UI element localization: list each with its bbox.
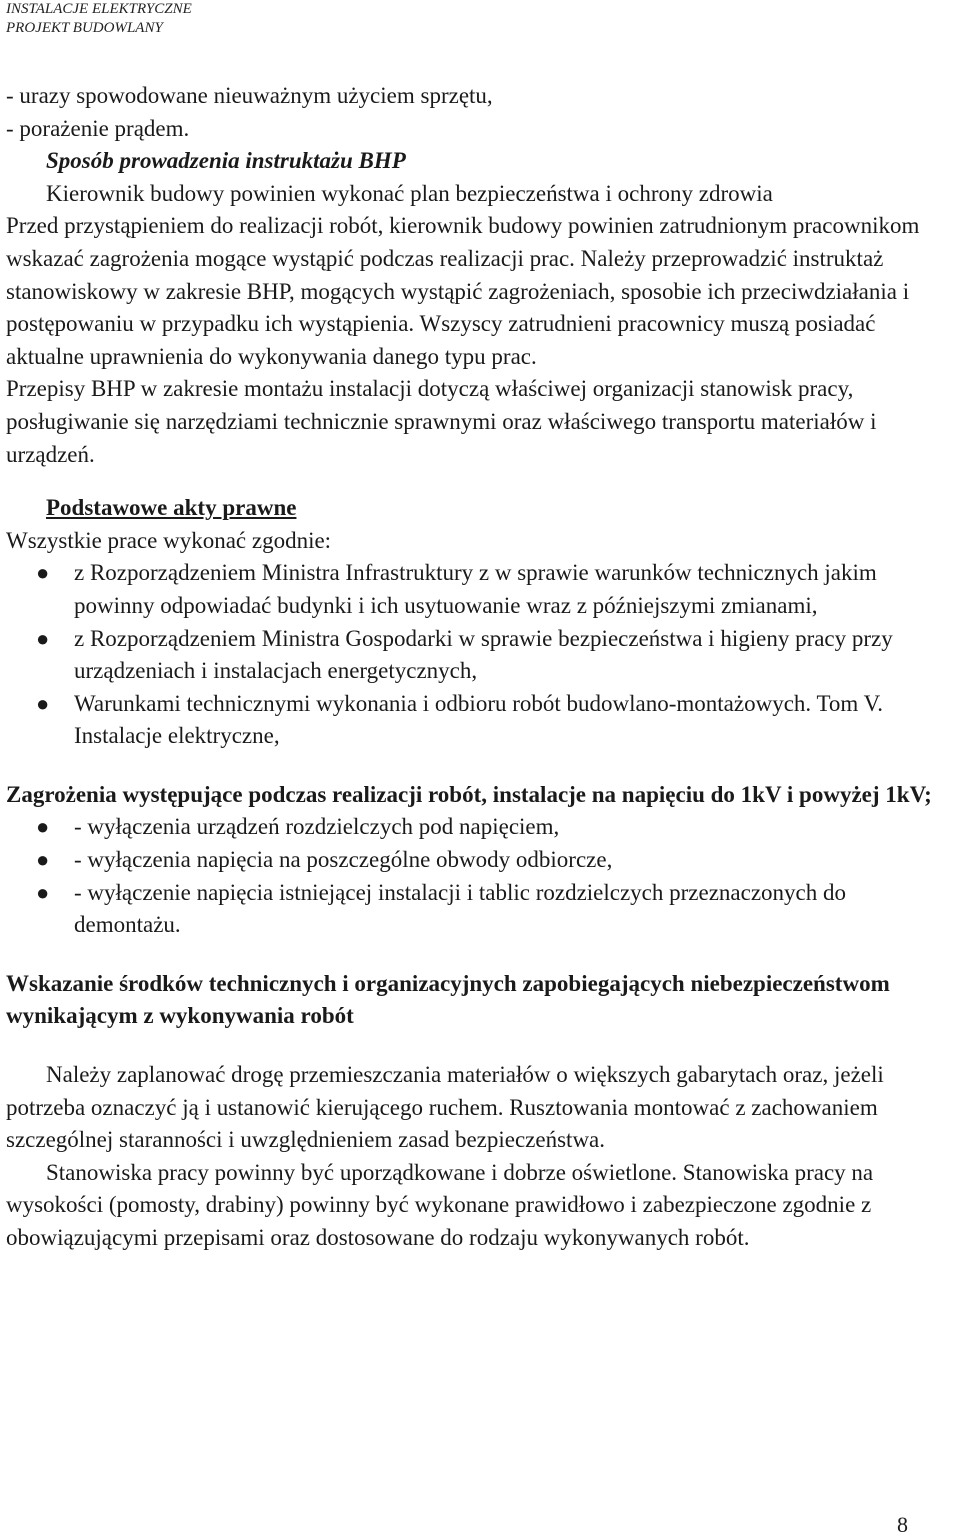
bullet-icon: ● <box>36 847 50 873</box>
bullet-icon: ● <box>36 814 50 840</box>
paragraph: Kierownik budowy powinien wykonać plan bezpieczeństwa i ochrony zdrowia <box>46 180 773 206</box>
paragraph: Należy zaplanować drogę przemieszczania materiałów o większych gabarytach oraz, jeżeli potrzeba oznaczyć ją i ustanowić kierującego ruchem. Rusztowania montować z zachowaniem szczególnej staranności i uwzględnieniem zasad bezpieczeństwa. <box>6 1062 884 1153</box>
list-item: ● z Rozporządzeniem Ministra Infrastruktury z w sprawie warunków technicznych jakim powinny odpowiadać budynki i ich usytuowanie wraz z późniejszymi zmianami, <box>6 557 956 622</box>
paragraph: Przed przystąpieniem do realizacji robót, kierownik budowy powinien zatrudnionym pracownikom wskazać zagrożenia mogące wystąpić podczas realizacji prac. Należy przeprowadzić instruktaż stanowiskowy w zakresie BHP, mogących wystąpić zagrożeniach, sposobie ich przeciwdziałania i postępowaniu w przypadku ich wystąpienia. Wszyscy zatrudnieni pracownicy muszą posiadać aktualne uprawnienia do wykonywania danego typu prac. <box>6 213 920 369</box>
bullet-icon: ● <box>36 560 50 586</box>
section-title-srodki: Wskazanie środków technicznych i organizacyjnych zapobiegających niebezpieczeństwom wynikającym z wykonywania robót <box>6 970 890 1029</box>
section-title-zagrozenia: Zagrożenia występujące podczas realizacji robót, instalacje na napięciu do 1kV i powyżej 1kV; <box>6 781 932 807</box>
legal-acts-list <box>6 557 956 753</box>
list-item: ● - wyłączenie napięcia istniejącej instalacji i tablic rozdzielczych przeznaczonych do demontażu. <box>6 877 956 942</box>
header-line-1: INSTALACJE ELEKTRYCZNE <box>6 1 192 17</box>
list-item: ● - wyłączenia napięcia na poszczególne obwody odbiorcze, <box>6 844 956 877</box>
running-header <box>6 0 192 38</box>
intro-line: - porażenie prądem. <box>6 115 190 141</box>
bullet-icon: ● <box>36 625 50 651</box>
bullet-icon: ● <box>36 690 50 716</box>
list-item: ● - wyłączenia urządzeń rozdzielczych pod napięciem, <box>6 811 956 844</box>
list-item: ● z Rozporządzeniem Ministra Gospodarki w sprawie bezpieczeństwa i higieny pracy przy urządzeniach i instalacjach energetycznych, <box>6 623 956 688</box>
hazards-list <box>6 811 956 941</box>
paragraph: Stanowiska pracy powinny być uporządkowane i dobrze oświetlone. Stanowiska pracy na wysokości (pomosty, drabiny) powinny być wykonane prawidłowo i zabezpieczone zgodnie z obowiązującymi przepisami oraz dostosowane do rodzaju wykonywanych robót. <box>6 1159 874 1250</box>
section-title-instruktaz: Sposób prowadzenia instruktażu BHP <box>46 148 406 174</box>
paragraph: Przepisy BHP w zakresie montażu instalacji dotyczą właściwej organizacji stanowisk pracy, posługiwanie się narzędziami technicznie sprawnymi oraz właściwego transportu materiałów i urządzeń. <box>6 376 877 467</box>
header-line-2: PROJEKT BUDOWLANY <box>6 20 163 36</box>
paragraph: Wszystkie prace wykonać zgodnie: <box>6 527 332 553</box>
bullet-icon: ● <box>36 879 50 905</box>
page-number: 8 <box>897 1512 908 1537</box>
section-title-akty-prawne: Podstawowe akty prawne <box>46 495 297 521</box>
document-body <box>6 80 956 1255</box>
intro-line: - urazy spowodowane nieuważnym użyciem sprzętu, <box>6 83 493 108</box>
list-item: ● Warunkami technicznymi wykonania i odbioru robót budowlano-montażowych. Tom V. Instalacje elektryczne, <box>6 688 956 753</box>
